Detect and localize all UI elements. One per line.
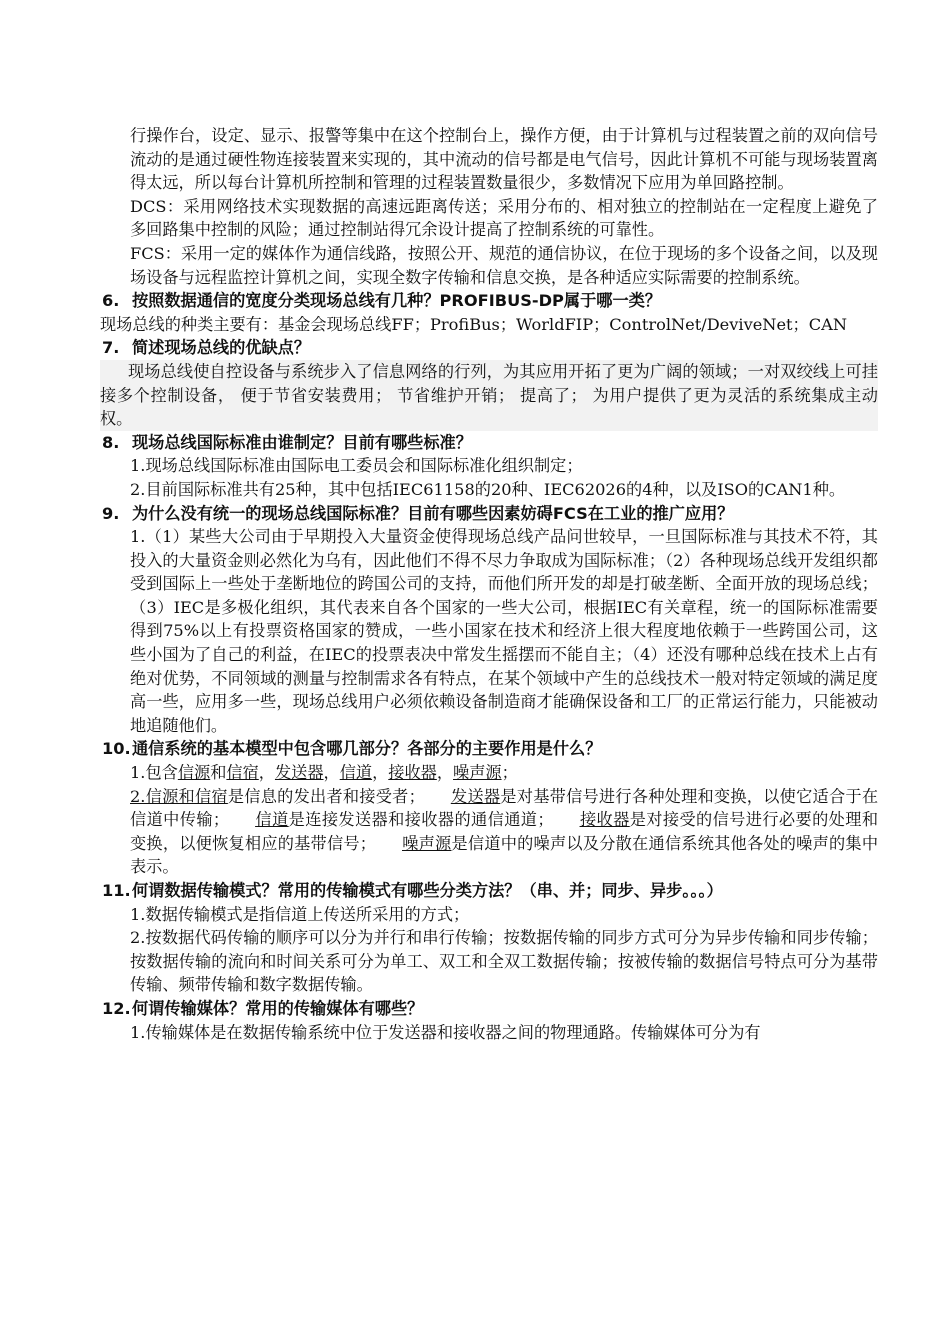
question-12-heading: 12.何谓传输媒体？常用的传输媒体有哪些？ [102,998,424,1018]
answer-8-1: 1.现场总线国际标准由国际电工委员会和国际标准化组织制定； [130,456,583,476]
question-6-heading: 6. 按照数据通信的宽度分类现场总线有几种？PROFIBUS-DP属于哪一类？ [102,291,662,311]
question-10-heading: 10.通信系统的基本模型中包含哪几部分？各部分的主要作用是什么？ [102,739,602,759]
document-page [102,124,878,1044]
question-8-heading: 8. 现场总线国际标准由谁制定？目前有哪些标准？ [102,432,472,452]
answer-9: 1.（1）某些大公司由于早期投入大量资金使得现场总线产品问世较早，一旦国际标准与其技术不符，其投入的大量资金则必然化为乌有，因此他们不得不尽力争取成为国际标准；（2）各种现场总线开发组织都受到国际上一些处于垄断地位的跨国公司的支持，而他们所开发的却是打破垄断、全面开放的现场总线；（3）IEC是多极化组织，其代表来自各个国家的一些大公司，根据IEC有关章程，统一的国际标准需要得到75%以上有投票资格国家的赞成，一些小国家在技术和经济上很大程度地依赖于一些跨国公司，这些小国为了自己的利益，在IEC的投票表决中常发生摇摆而不能自主；（4）还没有哪种总线在技术上占有绝对优势，不同领域的测量与控制需求各有特点，在某个领域中产生的总线技术一般对特定领域的满足度高一些，应用多一些，现场总线用户必须依赖设备制造商才能确保设备和工厂的正常运行能力，只能被动地追随他们。 [130,527,878,735]
question-9-heading: 9. 为什么没有统一的现场总线国际标准？目前有哪些因素妨碍FCS在工业的推广应用？ [102,503,734,523]
answer-11-2: 2.按数据代码传输的顺序可以分为并行和串行传输；按数据传输的同步方式可分为异步传输和同步传输；按数据传输的流向和时间关系可分为单工、双工和全双工数据传输；按被传输的数据信号特点可分为基带传输、频带传输和数字数据传输。 [130,928,878,995]
question-7-heading: 7. 简述现场总线的优缺点？ [102,338,311,358]
answer-10-1: 1.包含信源和信宿，发送器，信道，接收器，噪声源； [130,763,518,783]
intro-paragraph: 行操作台，设定、显示、报警等集中在这个控制台上，操作方便，由于计算机与过程装置之前的双向信号流动的是通过硬性物连接装置来实现的，其中流动的信号都是电气信号，因此计算机不可能与现场装置离得太远，所以每台计算机所控制和管理的过程装置数量很少，多数情况下应用为单回路控制。 [130,126,878,193]
answer-6: 现场总线的种类主要有：基金会现场总线FF；ProfiBus；WorldFIP；ControlNet/DeviveNet；CAN [100,314,847,334]
answer-10-2: 2.信源和信宿是信息的发出者和接受者； 发送器是对基带信号进行各种处理和变换，以使它适合于在信道中传输； 信道是连接发送器和接收器的通信通道； 接收器是对接受的信号进行必要的处理和变换，以便恢复相应的基带信号； 噪声源是信道中的噪声以及分散在通信系统其他各处的噪声的集中表示。 [130,786,879,877]
answer-8-2: 2.目前国际标准共有25种，其中包括IEC61158的20种、IEC62026的4种，以及ISO的CAN1种。 [130,479,846,499]
answer-7: 现场总线使自控设备与系统步入了信息网络的行列，为其应用开拓了更为广阔的领域；一对双绞线上可挂接多个控制设备， 便于节省安装费用； 节省维护开销； 提高了； 为用户提供了更为灵活的系统集成主动权。 [100,360,878,431]
dcs-paragraph: DCS：采用网络技术实现数据的高速远距离传送；采用分布的、相对独立的控制站在一定程度上避免了多回路集中控制的风险；通过控制站得冗余设计提高了控制系统的可靠性。 [130,196,878,240]
answer-11-1: 1.数据传输模式是指信道上传送所采用的方式； [130,904,470,924]
fcs-paragraph: FCS：采用一定的媒体作为通信线路，按照公开、规范的通信协议，在位于现场的多个设备之间，以及现场设备与远程监控计算机之间，实现全数字传输和信息交换，是各种适应实际需要的控制系统。 [130,243,878,287]
answer-12-1: 1.传输媒体是在数据传输系统中位于发送器和接收器之间的物理通路。传输媒体可分为有 [130,1022,761,1042]
question-11-heading: 11.何谓数据传输模式？常用的传输模式有哪些分类方法？（串、并；同步、异步。。。） [102,881,723,900]
